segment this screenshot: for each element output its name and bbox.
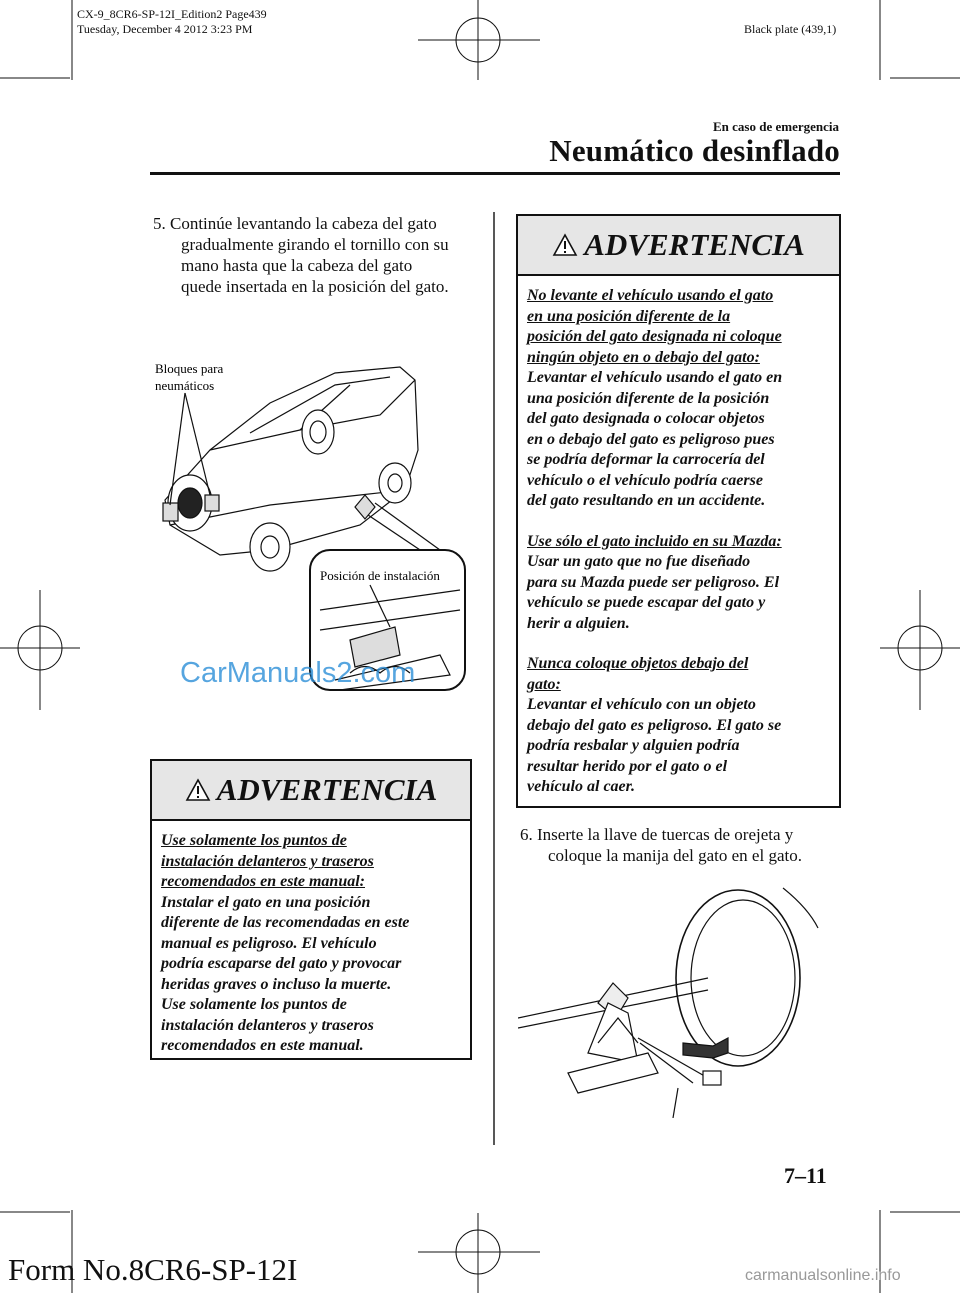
section-subtitle: En caso de emergencia xyxy=(712,119,839,134)
step-5-line: quede insertada en la posición del gato. xyxy=(181,277,449,296)
warning-title: ADVERTENCIA xyxy=(584,227,805,262)
warning-body-line: Usar un gato que no fue diseñado xyxy=(527,553,751,570)
form-number: Form No.8CR6-SP-12I xyxy=(8,1252,298,1287)
warning-box-left xyxy=(150,759,472,1060)
warning-body-line: una posición diferente de la posición xyxy=(527,389,770,407)
warning-body-line: podría escaparse del gato y provocar xyxy=(161,955,402,972)
file-info-line2: Tuesday, December 4 2012 3:23 PM xyxy=(77,22,253,36)
warning-box-right xyxy=(516,214,841,808)
file-info-line1: CX-9_8CR6-SP-12I_Edition2 Page439 xyxy=(77,7,267,21)
warning-body-line: del gato resultando en un accidente. xyxy=(527,492,766,509)
warning-heading-line: No levante el vehículo usando el gato xyxy=(527,287,774,304)
warning-heading-line: recomendados en este manual: xyxy=(161,873,365,890)
step-5-line: 5. Continúe levantando la cabeza del gato xyxy=(153,214,437,233)
step-5-line: gradualmente girando el tornillo con su xyxy=(181,235,449,254)
warning-heading-line: en una posición diferente de la xyxy=(527,307,731,325)
warning-body-line: debajo del gato es peligroso. El gato se xyxy=(527,716,782,734)
file-info xyxy=(77,7,267,37)
warning-body-line: del gato designada o colocar objetos xyxy=(527,410,765,427)
warning-body-line: vehículo al caer. xyxy=(527,778,635,795)
warning-heading-line: gato: xyxy=(527,675,561,693)
paragraph-gap xyxy=(527,512,831,532)
warning-header xyxy=(518,216,839,276)
warning-body xyxy=(152,821,470,1065)
suv-jack-illustration xyxy=(150,355,475,695)
jack-handle-illustration xyxy=(518,878,838,1118)
warning-body-line: diferente de las recomendadas en este xyxy=(161,914,410,931)
warning-title: ADVERTENCIA xyxy=(216,772,438,807)
warning-heading-line: Use solamente los puntos de xyxy=(161,832,347,849)
step-6-text xyxy=(520,824,850,866)
warning-heading-line: instalación delanteros y traseros xyxy=(161,852,374,870)
warning-body-line: vehículo se puede escapar del gato y xyxy=(527,594,766,611)
warning-body-line: resultar herido por el gato o el xyxy=(527,757,728,775)
warning-body-line: herir a alguien. xyxy=(527,614,630,632)
warning-body-line: instalación delanteros y traseros xyxy=(161,1016,374,1034)
section-title: Neumático desinflado xyxy=(549,133,840,168)
warning-heading-line: Use sólo el gato incluido en su Mazda: xyxy=(527,532,782,550)
warning-heading-line: Nunca coloque objetos debajo del xyxy=(527,655,749,672)
page-number: 7–11 xyxy=(784,1163,827,1188)
warning-triangle-icon xyxy=(185,778,211,802)
warning-body-line: Use solamente los puntos de xyxy=(161,996,347,1013)
warning-body-line: podría resbalar y alguien podría xyxy=(527,737,740,754)
label-install-position: Posición de instalación xyxy=(320,568,440,583)
label-wheel-blocks-1: Bloques para xyxy=(155,361,224,376)
warning-body-line: recomendados en este manual. xyxy=(161,1037,364,1054)
warning-body xyxy=(518,276,839,806)
warning-triangle-icon xyxy=(552,233,578,257)
warning-body-line: en o debajo del gato es peligroso pues xyxy=(527,430,775,448)
warning-heading-line: posición del gato designada ni coloque xyxy=(527,328,782,345)
step-5-line: mano hasta que la cabeza del gato xyxy=(181,256,413,275)
warning-body-line: Levantar el vehículo usando el gato en xyxy=(527,369,783,386)
label-wheel-blocks-2: neumáticos xyxy=(155,378,215,393)
warning-heading-line: ningún objeto en o debajo del gato: xyxy=(527,348,760,366)
watermark-carmanualsonline: carmanualsonline.info xyxy=(745,1267,901,1284)
warning-body-line: vehículo o el vehículo podría caerse xyxy=(527,471,763,489)
step-6-line: 6. Inserte la llave de tuercas de orejeta y xyxy=(520,825,794,844)
plate-info: Black plate (439,1) xyxy=(744,22,837,36)
watermark-carmanuals: CarManuals2.com xyxy=(180,657,416,689)
warning-body-line: Instalar el gato en una posición xyxy=(161,893,371,911)
warning-body-line: se podría deformar la carrocería del xyxy=(527,451,765,468)
warning-body-line: heridas graves o incluso la muerte. xyxy=(161,975,392,993)
warning-body-line: Levantar el vehículo con un objeto xyxy=(527,696,756,713)
warning-body-line: para su Mazda puede ser peligroso. El xyxy=(527,573,780,591)
warning-header xyxy=(152,761,470,821)
warning-body-line: manual es peligroso. El vehículo xyxy=(161,934,377,952)
paragraph-gap xyxy=(527,634,831,654)
header-rule xyxy=(150,172,840,175)
step-6-line: coloque la manija del gato en el gato. xyxy=(548,846,802,865)
step-5-text xyxy=(153,213,493,297)
